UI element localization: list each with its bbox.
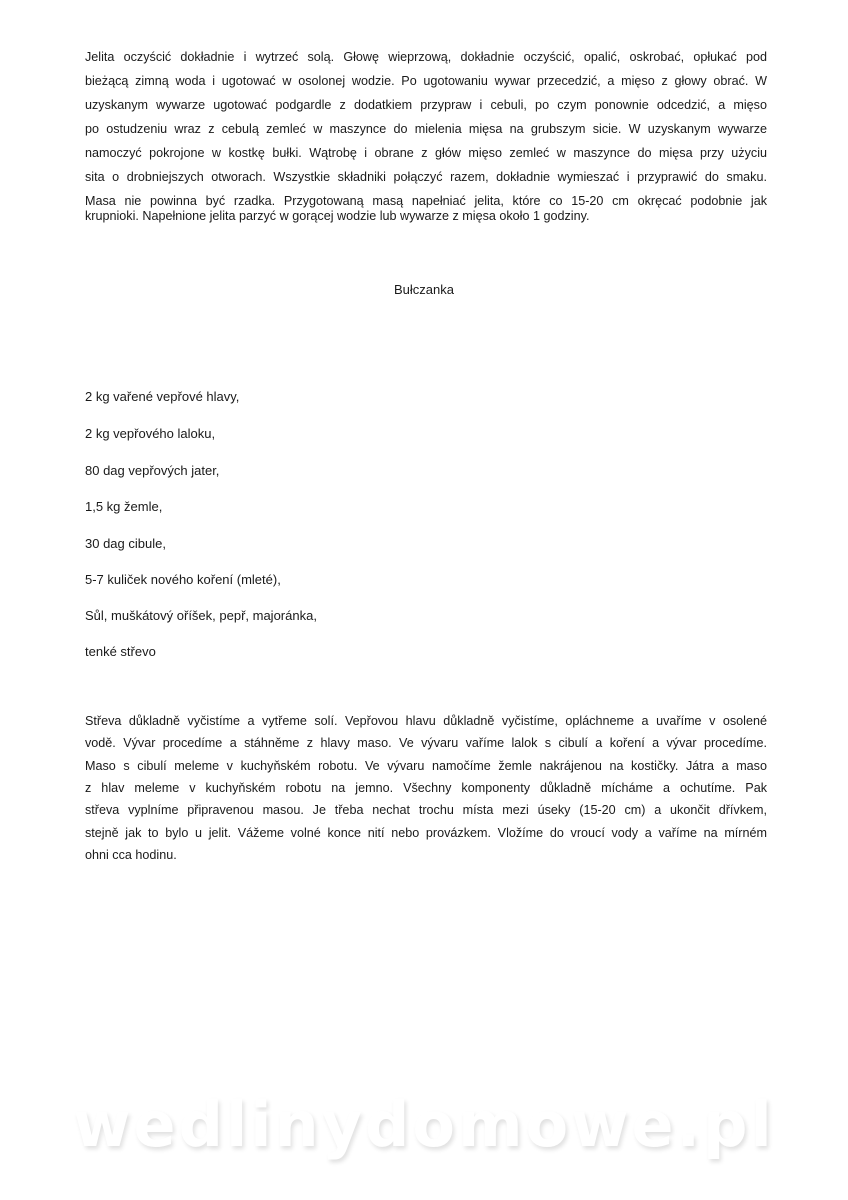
text-line: vodě. Vývar procedíme a stáhněme z hlavy maso. Ve vývaru vaříme lalok s cibulí a koření a vývar procedíme.	[85, 736, 767, 750]
text-line: střeva vyplníme připravenou masou. Je třeba nechat trochu místa mezi úseky (15-20 cm) a ukončit dřívkem,	[85, 803, 767, 817]
text-line: uzyskanym wywarze ugotować podgardle z dodatkiem przypraw i cebuli, po czym ponownie odcedzić, a mięso	[85, 98, 767, 112]
watermark: wedlinydomowe.pl	[73, 1088, 775, 1161]
text-line: krupnioki. Napełnione jelita parzyć w gorącej wodzie lub wywarze z mięsa około 1 godziny.	[85, 209, 590, 223]
text-line: namoczyć pokrojone w kostkę bułki. Wątrobę i obrane z głów mięso zemleć w maszynce do mięsa przy użyciu	[85, 146, 767, 160]
list-item: 80 dag vepřových jater,	[85, 463, 220, 478]
list-item: 1,5 kg žemle,	[85, 499, 163, 514]
text-line: bieżącą zimną woda i ugotować w osolonej wodzie. Po ugotowaniu wywar przecedzić, a mięso z głowy obrać. W	[85, 74, 767, 88]
list-item: tenké střevo	[85, 644, 156, 659]
text-line: Maso s cibulí meleme v kuchyňském robotu. Ve vývaru namočíme žemle nakrájenou na kostičky. Játra a maso	[85, 759, 767, 773]
list-item: Sůl, muškátový oříšek, pepř, majoránka,	[85, 608, 317, 623]
text-line: Jelita oczyścić dokładnie i wytrzeć solą. Głowę wieprzową, dokładnie oczyścić, opalić, oskrobać, opłukać pod	[85, 50, 767, 64]
section-title: Bułczanka	[394, 282, 454, 297]
list-item: 2 kg vepřového laloku,	[85, 426, 216, 441]
text-line: po ostudzeniu wraz z cebulą zemleć w maszynce do mielenia mięsa na grubszym sicie. W uzyskanym wywarze	[85, 122, 767, 136]
list-item: 30 dag cibule,	[85, 536, 166, 551]
text-line: sita o drobniejszych otworach. Wszystkie składniki połączyć razem, dokładnie wymieszać i przyprawić do smaku.	[85, 170, 767, 184]
text-line: Střeva důkladně vyčistíme a vytřeme solí. Vepřovou hlavu důkladně vyčistíme, opláchneme a uvaříme v osolené	[85, 714, 767, 728]
text-line: ohni cca hodinu.	[85, 848, 177, 862]
list-item: 5-7 kuliček nového koření (mleté),	[85, 572, 281, 587]
list-item: 2 kg vařené vepřové hlavy,	[85, 389, 240, 404]
text-line: Masa nie powinna być rzadka. Przygotowaną masą napełniać jelita, które co 15-20 cm okręcać podobnie jak	[85, 194, 767, 208]
text-line: stejně jak to bylo u jelit. Vážeme volné konce nití nebo provázkem. Vložíme do vroucí vody a vaříme na mírném	[85, 826, 767, 840]
text-line: z hlav meleme v kuchyňském robotu na jemno. Všechny komponenty důkladně mícháme a ochutíme. Pak	[85, 781, 767, 795]
